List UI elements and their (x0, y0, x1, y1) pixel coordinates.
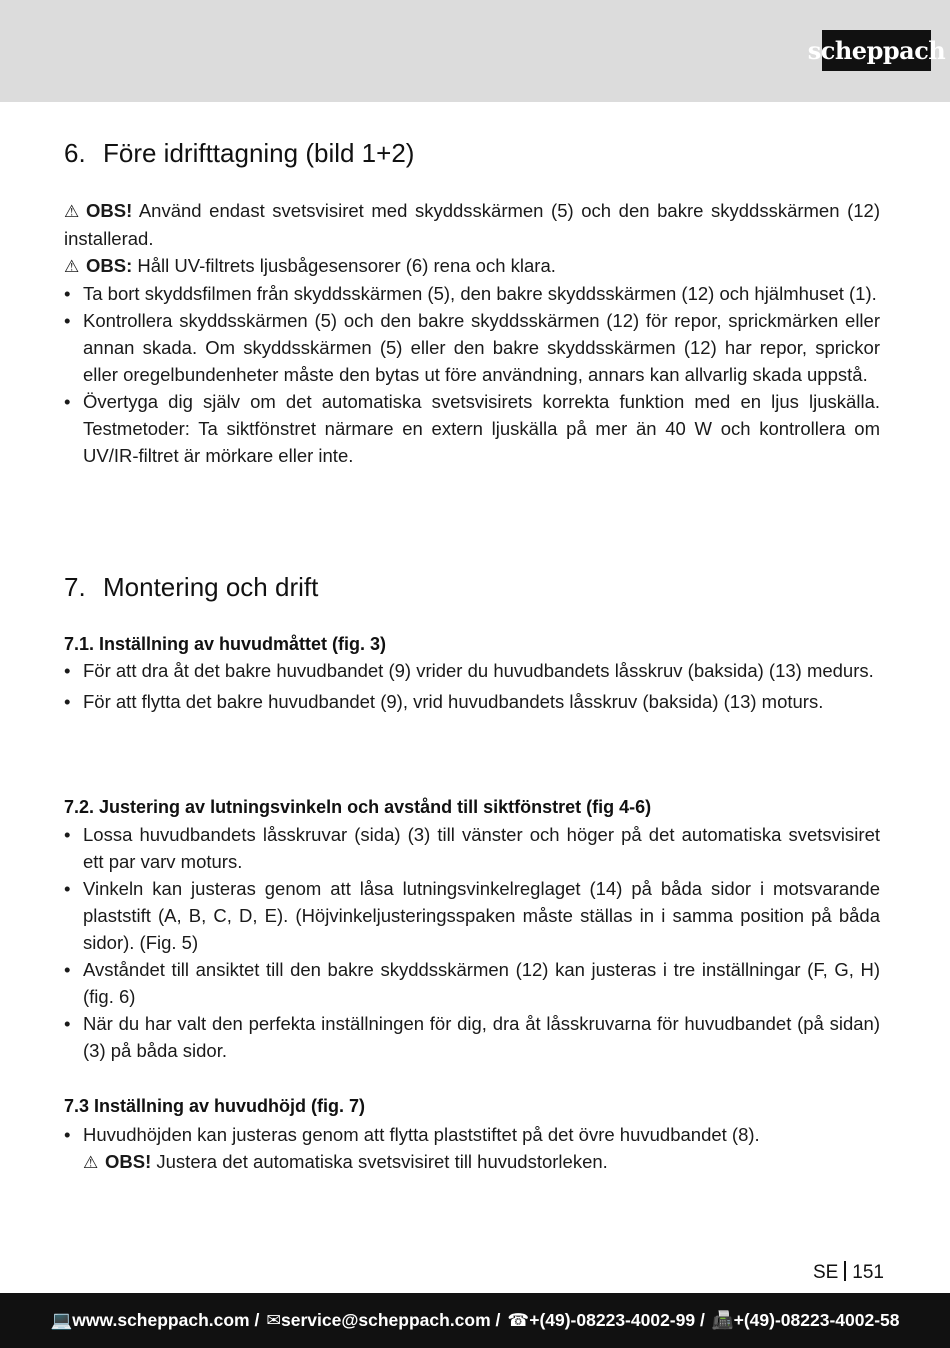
section-7-heading (64, 572, 318, 603)
subsection-7-3-body (64, 1121, 880, 1176)
warning-triangle-icon: ⚠ (83, 1153, 99, 1172)
computer-icon: 💻 (50, 1310, 73, 1330)
subsection-7-1-body (64, 658, 880, 714)
obs-label: OBS! (86, 200, 133, 221)
page-number-value: 151 (852, 1262, 884, 1283)
list-item-text: Huvudhöjden kan justeras genom att flytta plaststiftet på det övre huvudbandet (8). (83, 1124, 760, 1145)
list-item: • Vinkeln kan justeras genom att låsa lutningsvinkelreglaget (14) på båda sidor i motsvarande plaststift (A, B, C, D, E). (Höjvinkeljusteringsspaken måste ställas in i samma position på båda sidor). (Fig. 5) (64, 875, 880, 956)
list-item: • Lossa huvudbandets låsskruvar (sida) (3) till vänster och höger på det automatiska svetsvisiret ett par varv moturs. (64, 821, 880, 875)
footer-website-link[interactable]: www.scheppach.com / (72, 1310, 260, 1330)
section-title: Före idrifttagning (bild 1+2) (103, 138, 415, 168)
warning-triangle-icon: ⚠ (64, 202, 80, 221)
fax-icon: 📠 (711, 1310, 734, 1330)
obs-note (64, 197, 880, 252)
subsection-7-3-heading: 7.3 Inställning av huvudhöjd (fig. 7) (64, 1096, 366, 1116)
divider (844, 1261, 846, 1281)
list-item: • När du har valt den perfekta inställningen för dig, dra åt låsskruvarna för huvudbandet (på sidan) (3) på båda sidor. (64, 1010, 880, 1064)
scheppach-logo: scheppach (822, 30, 931, 71)
obs-note (64, 252, 880, 280)
section-number: 7. (64, 572, 86, 602)
subsection-7-1-heading: 7.1. Inställning av huvudmåttet (fig. 3) (64, 634, 387, 654)
footer-fax: +(49)-08223-4002-58 (733, 1310, 900, 1330)
section-6-heading (64, 138, 414, 169)
bullet-list (64, 1121, 880, 1176)
obs-text: Använd endast svetsvisiret med skyddsskärmen (5) och den bakre skyddsskärmen (12) installerad. (64, 200, 880, 249)
obs-label: OBS: (86, 255, 133, 276)
section-title: Montering och drift (103, 572, 319, 602)
page-language: SE (812, 1262, 839, 1283)
list-item: • Övertyga dig själv om det automatiska svetsvisirets korrekta funktion med en ljus ljuskälla. Testmetoder: Ta siktfönstret närmare en extern ljuskälla på mer än 40 W och kontrollera om UV/IR-filtret är mörkare eller inte. (64, 388, 880, 469)
obs-note (83, 1148, 880, 1176)
list-item: • Avståndet till ansiktet till den bakre skyddsskärmen (12) kan justeras i tre inställningar (F, G, H) (fig. 6) (64, 956, 880, 1010)
subsection-7-2-heading: 7.2. Justering av lutningsvinkeln och avstånd till siktfönstret (fig 4-6) (64, 797, 652, 817)
list-item: • För att flytta det bakre huvudbandet (9), vrid huvudbandets låsskruv (baksida) (13) moturs. (64, 689, 880, 714)
bullet-list (64, 658, 880, 714)
footer-phone[interactable]: +(49)-08223-4002-99 / (529, 1310, 705, 1330)
bullet-list (64, 280, 880, 469)
section-6-body (64, 197, 880, 469)
footer-contact-bar (0, 1293, 950, 1348)
phone-icon: ☎ (507, 1310, 530, 1330)
subsection-7-2-body (64, 821, 880, 1064)
page-number (813, 1261, 884, 1284)
footer-email-link[interactable]: service@scheppach.com / (281, 1310, 501, 1330)
section-number: 6. (64, 138, 86, 168)
envelope-icon: ✉ (266, 1310, 281, 1330)
obs-text: Håll UV-filtrets ljusbågesensorer (6) rena och klara. (137, 255, 556, 276)
list-item: • Kontrollera skyddsskärmen (5) och den bakre skyddsskärmen (12) för repor, sprickmärken eller annan skada. Om skyddsskärmen (5) eller den bakre skyddsskärmen (12) har repor, sprickor eller oregelbundenheter måste den bytas ut före användning, annars kan allvarlig skada uppstå. (64, 307, 880, 388)
bullet-list (64, 821, 880, 1064)
warning-triangle-icon: ⚠ (64, 257, 80, 276)
list-item (64, 1121, 880, 1176)
list-item: • Ta bort skyddsfilmen från skyddsskärmen (5), den bakre skyddsskärmen (12) och hjälmhuset (1). (64, 280, 880, 307)
obs-label: OBS! (105, 1151, 152, 1172)
list-item: • För att dra åt det bakre huvudbandet (9) vrider du huvudbandets låsskruv (baksida) (13) medurs. (64, 658, 880, 683)
obs-text: Justera det automatiska svetsvisiret till huvudstorleken. (156, 1151, 608, 1172)
